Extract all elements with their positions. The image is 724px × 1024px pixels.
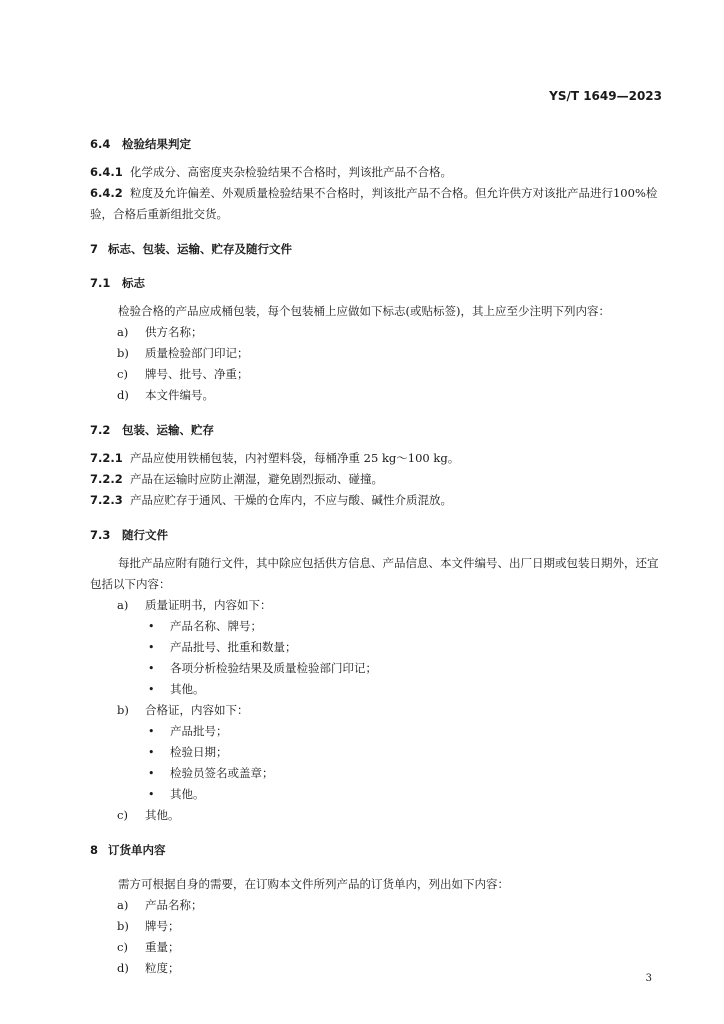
bullet-item [90, 658, 668, 679]
list-marker: a) [117, 325, 129, 339]
section-title: 标志 [122, 276, 145, 290]
list-item [90, 916, 668, 937]
clause-text: 产品应贮存于通风、干燥的仓库内，不应与酸、碱性介质混放。 [130, 493, 452, 507]
bullet-text: 产品名称、牌号； [170, 619, 262, 633]
list-item [90, 805, 668, 826]
list-text: 其他。 [145, 808, 180, 822]
list-text: 牌号； [145, 919, 180, 933]
list-text: 牌号、批号、净重； [145, 367, 249, 381]
list-item [90, 700, 668, 721]
quality-certificate-bullets [90, 616, 668, 700]
bullet-dot-icon: • [148, 746, 155, 759]
clause-text: 产品在运输时应防止潮湿，避免剧烈振动、碰撞。 [130, 472, 383, 486]
list-item [90, 595, 668, 616]
list-text: 合格证，内容如下： [145, 703, 249, 717]
clause-text: 化学成分、高密度夹杂检验结果不合格时，判该批产品不合格。 [130, 165, 452, 179]
list-text: 质量证明书，内容如下： [145, 598, 272, 612]
bullet-item [90, 742, 668, 763]
bullet-dot-icon: • [148, 662, 155, 675]
bullet-text: 检验员签名或盖章； [170, 766, 274, 780]
bullet-dot-icon: • [148, 725, 155, 738]
section-title: 包装、运输、贮存 [122, 423, 214, 437]
clause-6-4-2 [90, 183, 668, 225]
section-number: 8 [90, 843, 99, 857]
clause-6-4-1 [90, 162, 668, 183]
list-marker: b) [117, 703, 129, 717]
section-title: 标志、包装、运输、贮存及随行文件 [108, 242, 292, 256]
list-marker: c) [117, 367, 128, 381]
list-item [90, 364, 668, 385]
list-text: 粒度； [145, 961, 180, 975]
clause-7-2-1 [90, 448, 668, 469]
list-marker: b) [117, 919, 129, 933]
bullet-dot-icon: • [148, 767, 155, 780]
clause-number: 7.2.2 [90, 472, 123, 486]
section-7-3-heading [90, 525, 668, 545]
section-7-1-heading [90, 273, 668, 293]
clause-7-2-3 [90, 490, 668, 511]
list-marker: c) [117, 940, 128, 954]
list-item [90, 895, 668, 916]
section-title: 检验结果判定 [122, 137, 191, 151]
bullet-item [90, 763, 668, 784]
section-number: 7.2 [90, 423, 111, 437]
list-item [90, 322, 668, 343]
clause-number: 7.2.1 [90, 451, 123, 465]
clause-text: 产品应使用铁桶包装，内衬塑料袋，每桶净重 25 kg～100 kg。 [130, 451, 460, 465]
list-marker: d) [117, 388, 129, 402]
bullet-text: 检验日期； [170, 745, 228, 759]
order-intro: 需方可根据自身的需要，在订购本文件所列产品的订货单内，列出如下内容： [118, 877, 509, 891]
bullet-dot-icon: • [148, 641, 155, 654]
bullet-item [90, 637, 668, 658]
marking-intro: 检验合格的产品应成桶包装，每个包装桶上应做如下标志(或贴标签)，其上应至少注明下列内容： [118, 304, 610, 318]
bullet-text: 各项分析检验结果及质量检验部门印记； [170, 661, 377, 675]
bullet-dot-icon: • [148, 683, 155, 696]
section-7-2-heading [90, 420, 668, 440]
bullet-item [90, 721, 668, 742]
list-marker: b) [117, 346, 129, 360]
bullet-dot-icon: • [148, 788, 155, 801]
accompanying-docs-list [90, 595, 668, 616]
clause-number: 6.4.1 [90, 165, 123, 179]
list-marker: a) [117, 598, 129, 612]
section-number: 7 [90, 242, 99, 256]
list-item [90, 385, 668, 406]
list-text: 产品名称； [145, 898, 203, 912]
section-number: 7.3 [90, 528, 111, 542]
section-number: 7.1 [90, 276, 111, 290]
list-item [90, 958, 668, 979]
section-7-heading [90, 239, 668, 259]
document-code: YS/T 1649—2023 [549, 89, 662, 103]
order-list [90, 895, 668, 979]
accompanying-docs-list-c [90, 805, 668, 826]
bullet-text: 产品批号、批重和数量； [170, 640, 297, 654]
list-marker: a) [117, 898, 129, 912]
bullet-text: 其他。 [170, 787, 205, 801]
list-text: 质量检验部门印记； [145, 346, 249, 360]
list-item [90, 343, 668, 364]
clause-number: 7.2.3 [90, 493, 123, 507]
document-body [90, 134, 668, 979]
list-marker: c) [117, 808, 128, 822]
certificate-bullets [90, 721, 668, 805]
accompanying-docs-intro: 每批产品应附有随行文件，其中除应包括供方信息、产品信息、本文件编号、出厂日期或包装日期外，还宜包括以下内容： [90, 556, 659, 591]
bullet-text: 产品批号； [170, 724, 228, 738]
clause-7-2-2 [90, 469, 668, 490]
list-text: 供方名称； [145, 325, 203, 339]
list-item [90, 937, 668, 958]
list-marker: d) [117, 961, 129, 975]
section-6-4-heading [90, 134, 668, 154]
marking-list [90, 322, 668, 406]
section-title: 订货单内容 [108, 843, 166, 857]
bullet-text: 其他。 [170, 682, 205, 696]
bullet-item [90, 679, 668, 700]
section-8-heading [90, 840, 668, 860]
section-title: 随行文件 [122, 528, 168, 542]
section-number: 6.4 [90, 137, 111, 151]
accompanying-docs-list-b [90, 700, 668, 721]
bullet-dot-icon: • [148, 620, 155, 633]
bullet-item [90, 616, 668, 637]
bullet-item [90, 784, 668, 805]
page-number: 3 [645, 973, 652, 984]
list-text: 重量； [145, 940, 180, 954]
list-text: 本文件编号。 [145, 388, 214, 402]
clause-number: 6.4.2 [90, 186, 123, 200]
clause-text: 粒度及允许偏差、外观质量检验结果不合格时，判该批产品不合格。但允许供方对该批产品进行100%检验，合格后重新组批交货。 [90, 186, 658, 221]
